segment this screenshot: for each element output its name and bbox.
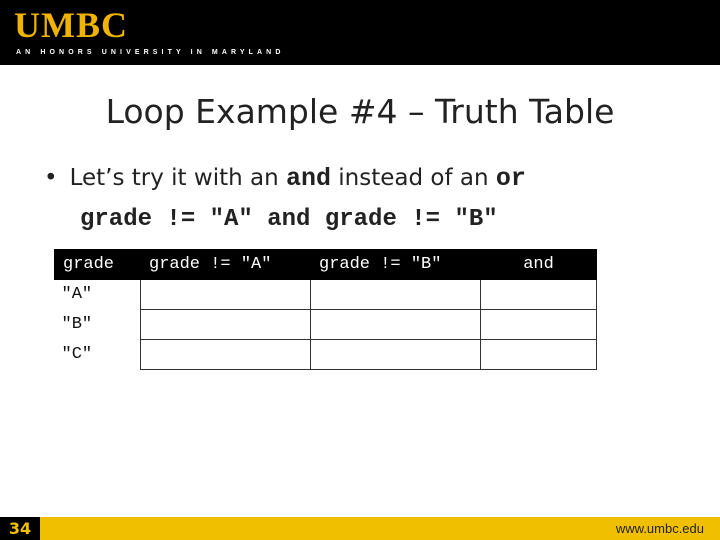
header-and: and <box>481 250 597 280</box>
slide-title: Loop Example #4 – Truth Table <box>105 92 615 131</box>
table-cell <box>481 340 597 370</box>
table-cell <box>481 310 597 340</box>
header-grade: grade <box>55 250 141 280</box>
table-cell <box>311 280 481 310</box>
table-cell: "B" <box>55 310 141 340</box>
bullet-text-before: Let’s try it with an <box>69 165 279 191</box>
code-expression: grade != "A" and grade != "B" <box>80 206 498 233</box>
header-not-a: grade != "A" <box>141 250 311 280</box>
table-row <box>55 310 597 340</box>
table-row <box>55 340 597 370</box>
umbc-logo: UMBC <box>14 5 128 45</box>
table-header-row <box>55 250 597 280</box>
bullet-dot-icon: • <box>44 165 58 191</box>
table-cell <box>311 310 481 340</box>
table-cell <box>481 280 597 310</box>
header-not-b: grade != "B" <box>311 250 481 280</box>
table-cell: "C" <box>55 340 141 370</box>
table-row <box>55 280 597 310</box>
table-cell <box>311 340 481 370</box>
footer-bar <box>0 517 720 540</box>
logo-tagline: AN HONORS UNIVERSITY IN MARYLAND <box>16 49 285 56</box>
table-cell <box>141 310 311 340</box>
table-cell <box>141 340 311 370</box>
bullet-text-middle: instead of an <box>338 165 489 191</box>
header-bar <box>0 0 720 65</box>
truth-table <box>54 249 597 370</box>
bullet-item <box>44 160 526 197</box>
table-cell <box>141 280 311 310</box>
page-number: 34 <box>0 517 40 540</box>
bullet-code-and: and <box>285 164 331 193</box>
table-cell: "A" <box>55 280 141 310</box>
footer-url: www.umbc.edu <box>615 521 704 536</box>
bullet-code-or: or <box>495 164 526 193</box>
